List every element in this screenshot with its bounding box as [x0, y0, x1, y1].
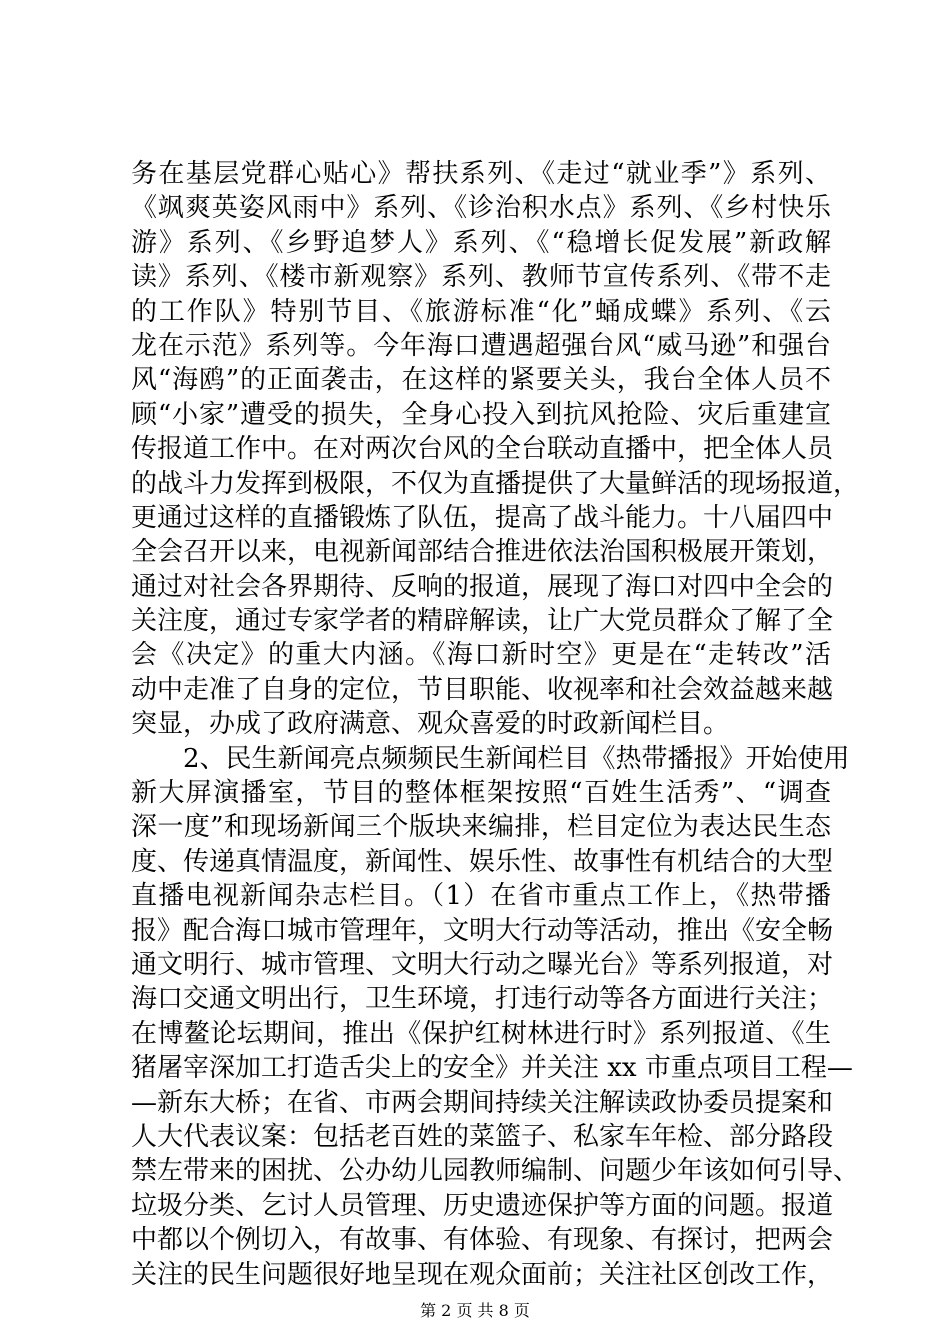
text-line-1: 务在基层党群心贴心》帮扶系列、《走过“就业季”》系列、 [131, 159, 831, 189]
text-line-20: 深一度”和现场新闻三个版块来编排，栏目定位为表达民生态 [131, 812, 831, 843]
text-line-15: 会《决定》的重大内涵。《海口新时空》更是在“走转改”活 [131, 640, 831, 671]
text-line-23: 报》配合海口城市管理年，文明大行动等活动，推出《安全畅 [131, 915, 834, 946]
text-line-7: 风“海鸥”的正面袭击，在这样的紧要关头，我台全体人员不 [131, 365, 831, 396]
text-line-31: 垃圾分类、乞讨人员管理、历史遗迹保护等方面的问题。报道 [131, 1190, 834, 1221]
text-line-6: 龙在示范》系列等。今年海口遭遇超强台风“威马逊”和强台 [131, 330, 831, 361]
text-line-2: 《飒爽英姿风雨中》系列、《诊治积水点》系列、《乡村快乐 [131, 193, 831, 224]
page-footer [0, 1298, 950, 1321]
text-line-30: 禁左带来的困扰、公办幼儿园教师编制、问题少年该如何引导、 [131, 1156, 860, 1187]
text-line-13: 通过对社会各界期待、反响的报道，展现了海口对四中全会的 [131, 571, 834, 602]
text-line-9: 传报道工作中。在对两次台风的全台联动直播中，把全体人员 [131, 434, 834, 465]
text-line-25: 海口交通文明出行，卫生环境，打违行动等各方面进行关注； [131, 984, 834, 1015]
body-text [131, 157, 860, 1292]
text-line-22: 直播电视新闻杂志栏目。（1）在省市重点工作上，《热带播 [131, 881, 831, 912]
text-line-18: 2、民生新闻亮点频频民生新闻栏目《热带播报》开始使用 [183, 743, 850, 774]
text-line-14: 关注度，通过专家学者的精辟解读，让广大党员群众了解了全 [131, 606, 834, 637]
text-line-17: 突显，办成了政府满意、观众喜爱的时政新闻栏目。 [131, 709, 730, 740]
text-line-24: 通文明行、城市管理、文明大行动之曝光台》等系列报道，对 [131, 949, 834, 980]
text-line-4: 读》系列、《楼市新观察》系列、教师节宣传系列、《带不走 [131, 262, 831, 293]
text-line-33: 关注的民生问题很好地呈现在观众面前；关注社区创改工作， [131, 1259, 834, 1290]
text-line-32: 中都以个例切入，有故事、有体验、有现象、有探讨，把两会 [131, 1225, 834, 1256]
text-line-10: 的战斗力发挥到极限，不仅为直播提供了大量鲜活的现场报道， [131, 468, 860, 499]
text-line-8: 顾“小家”遭受的损失，全身心投入到抗风抢险、灾后重建宣 [131, 399, 831, 430]
text-line-12: 全会召开以来，电视新闻部结合推进依法治国积极展开策划， [131, 537, 834, 568]
page-number-label: 第 2 页 共 8 页 [420, 1301, 530, 1320]
text-line-28: —新东大桥；在省、市两会期间持续关注解读政协委员提案和 [131, 1087, 834, 1118]
text-line-29: 人大代表议案：包括老百姓的菜篮子、私家车年检、部分路段 [131, 1121, 834, 1152]
text-line-26: 在博鳌论坛期间，推出《保护红树林进行时》系列报道、《生 [131, 1018, 831, 1049]
text-line-19: 新大屏演播室，节目的整体框架按照“百姓生活秀”、“调查 [131, 778, 831, 809]
text-line-5: 的工作队》特别节目、《旅游标准“化”蛹成蝶》系列、《云 [131, 296, 831, 327]
text-line-11: 更通过这样的直播锻炼了队伍，提高了战斗能力。十八届四中 [131, 502, 834, 533]
text-line-16: 动中走准了自身的定位，节目职能、收视率和社会效益越来越 [131, 674, 834, 705]
text-line-21: 度、传递真情温度，新闻性、娱乐性、故事性有机结合的大型 [131, 846, 834, 877]
text-line-27: 猪屠宰深加工打造舌尖上的安全》并关注 xx 市重点项目工程— [131, 1053, 853, 1084]
text-line-3: 游》系列、《乡野追梦人》系列、《“稳增长促发展”新政解 [131, 227, 831, 258]
